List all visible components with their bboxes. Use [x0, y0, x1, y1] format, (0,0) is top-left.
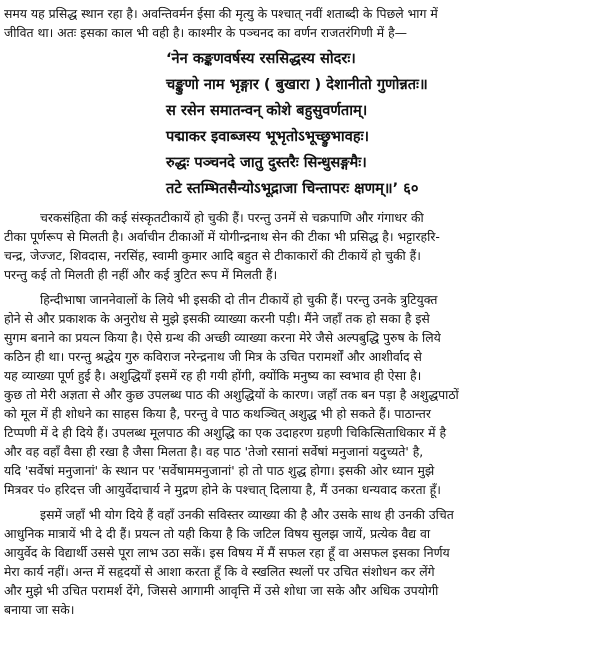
hindi-commentary-paragraph [4, 290, 592, 499]
text-line: कठिन ही था। परन्तु श्रद्धेय गुरु कविराज नरेन्द्रनाथ जी मित्र के उचित परामर्शों और आशीर्वाद से [4, 349, 422, 364]
text-line: बनाया जा सके। [4, 602, 75, 617]
verse-line: तटे स्तम्भितसैन्योऽभूद्राजा चिन्तापरः क्षणम्॥’ ६० [166, 180, 419, 197]
verse-line: स रसेन समातन्वन् कोशे बहुसुवर्णताम्। [166, 102, 368, 119]
text-line: आधुनिक मात्रायें भी दे दी हैं। प्रयत्न तो यही किया है कि जटिल विषय सुलझ जायें, प्रत्येक वैद्य वा [4, 526, 431, 541]
text-line: को मूल में ही शोधने का साहस किया है, परन्तु वे पाठ कथञ्चित् अशुद्ध भी हो सकते हैं। पाठान्तर [4, 406, 431, 421]
text-line: इसमें जहाँ भी योग दिये हैं वहाँ उनकी सविस्तर व्याख्या की है और उसके साथ ही उनकी उचित [40, 507, 454, 522]
text-line: परन्तु कई तो मिलती ही नहीं और कई त्रुटित रूप में मिलती हैं। [4, 267, 278, 282]
intro-paragraph [4, 4, 592, 42]
text-line: यह व्याख्या पूर्ण हुई है। अशुद्धियाँ इसमें रह ही गयी होंगी, क्योंकि मनुष्य का स्वभाव ही ऐसा है। [4, 368, 422, 383]
text-line: कुछ तो मेरी अज्ञता से और कुछ उपलब्ध पाठ की अशुद्धियों के कारण। जहाँ तक बन पड़ा है अशुद्धपाठों [4, 387, 459, 402]
commentaries-paragraph [4, 208, 592, 284]
verse-line: ‘नेन कङ्कणवर्षस्य रससिद्धस्य सोदरः। [166, 50, 356, 67]
verse-line: रुद्धः पञ्चनदे जातु दुस्तरैः सिन्धुसङ्गमैः। [166, 154, 367, 171]
text-line: आयुर्वेद के विद्यार्थी उससे पूरा लाभ उठा सकें। इस विषय में मैं सफल रहा हूँ वा असफल इसका निर्णय [4, 545, 450, 560]
text-line: टिप्पणी में दे ही दिये हैं। उपलब्ध मूलपाठ की अशुद्धि का एक उदाहरण ग्रहणी चिकित्सिताधिकार में है [4, 425, 447, 440]
text-line: होने से और प्रकाशक के अनुरोध से मुझे इसकी व्याख्या करनी पड़ी। मैंने जहाँ तक हो सका है इसे [4, 311, 430, 326]
closing-paragraph [4, 505, 592, 619]
text-line: चरकसंहिता की कई संस्कृतटीकायें हो चुकी हैं। परन्तु उनमें से चक्रपाणि और गंगाधर की [40, 210, 424, 225]
verse-line: चङ्कुणो नाम भृङ्गार ( बुखारा ) देशानीतो गुणोन्नतः॥ [166, 76, 428, 93]
text-line: सुगम बनाने का प्रयत्न किया है। ऐसे ग्रन्थ की अच्छी व्याख्या करना मेरे जैसे अल्पबुद्धि पुरुष के लिये [4, 330, 441, 345]
text-line: और मुझे भी उचित परामर्श देंगे, जिससे आगामी आवृत्ति में उसे शोधा जा सके और अधिक उपयोगी [4, 583, 439, 598]
verse-line: पद्माकर इवाब्जस्य भूभृतोऽभूच्छ्रुभावहः। [166, 128, 370, 145]
text-line: हिन्दीभाषा जाननेवालों के लिये भी इसकी दो तीन टीकायें हो चुकी हैं। परन्तु उनके त्रुटियुक्त [40, 292, 438, 307]
text-line: और वह वहाँ वैसा ही रखा है जैसा मिलता है। वह पाठ 'तेजो रसानां सर्वेषां मनुजानां यदुच्यते' है, [4, 444, 424, 459]
text-line: मित्रवर पं० हरिदत्त जी आयुर्वेदाचार्य ने मुद्रण होने के पश्चात् दिलाया है, मैं उनका धन्यवाद करता हूँ। [4, 482, 441, 497]
text-line: मेरा कार्य नहीं। अन्त में सहृदयों से आशा करता हूँ कि वे स्खलित स्थलों पर उचित संशोधन कर लेंगे [4, 564, 435, 579]
text-line: जीवित था। अतः इसका काल भी वही है। काश्मीर के पञ्चनद का वर्णन राजतरंगिणी में है— [4, 25, 408, 40]
text-line: चन्द्र, जेज्जट, शिवदास, नरसिंह, स्वामी कुमार आदि बहुत से टीकाकारों की टीकायें हो चुकी हैं। [4, 248, 421, 263]
text-line: समय यह प्रसिद्ध स्थान रहा है। अवन्तिवर्मन ईसा की मृत्यु के पश्चात् नवीं शताब्दी के पिछले भाग में [4, 6, 438, 21]
text-line: यदि 'सर्वेषां मनुजानां' के स्थान पर 'सर्वेषाममनुजानां' हो तो पाठ शुद्ध होगा। इसकी ओर ध्यान मुझे [4, 463, 435, 478]
text-line: टीका पूर्णरूप से मिलती है। अर्वाचीन टीकाओं में योगीन्द्रनाथ सेन की टीका भी प्रसिद्ध है। भट्टारहरि- [4, 229, 440, 244]
verse-block [4, 46, 592, 202]
